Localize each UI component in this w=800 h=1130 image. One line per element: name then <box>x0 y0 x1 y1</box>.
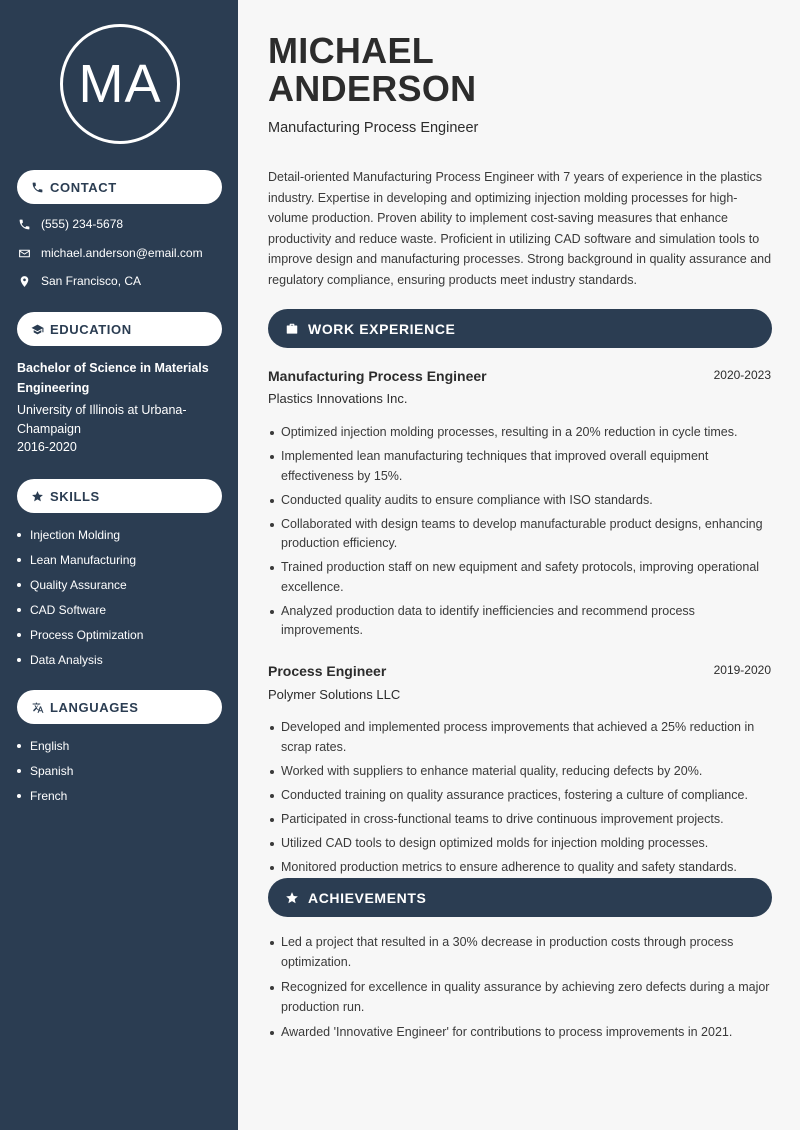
job-headline: Manufacturing Process Engineer <box>268 120 479 136</box>
job-bullets <box>268 718 772 877</box>
job-dates: 2020-2023 <box>713 368 771 382</box>
list-item: Led a project that resulted in a 30% decrease in production costs through process optimization. <box>268 933 772 972</box>
envelope-icon <box>17 246 31 260</box>
list-item: Process Optimization <box>17 622 143 647</box>
contact-email <box>17 246 203 260</box>
list-item: Monitored production metrics to ensure adherence to quality and safety standards. <box>268 858 772 878</box>
location-pin-icon <box>17 274 31 288</box>
company-name: Plastics Innovations Inc. <box>268 391 408 406</box>
list-item: Trained production staff on new equipment and safety protocols, improving operational excellence. <box>268 558 772 597</box>
monogram-avatar: MA <box>60 24 180 144</box>
degree: Bachelor of Science in Materials Engineering <box>17 361 209 395</box>
list-item: French <box>17 783 73 808</box>
contact-phone <box>17 217 123 231</box>
list-item: Implemented lean manufacturing techniques that improved overall equipment effectiveness by 15%. <box>268 447 772 486</box>
work-experience-heading <box>268 309 772 348</box>
full-name <box>268 32 476 108</box>
list-item: Analyzed production data to identify inefficiencies and recommend process improvements. <box>268 602 772 641</box>
education-years: 2016-2020 <box>17 440 77 454</box>
phone-text: (555) 234-5678 <box>41 217 124 231</box>
list-item: Quality Assurance <box>17 572 143 597</box>
list-item: Spanish <box>17 758 73 783</box>
list-item: Lean Manufacturing <box>17 547 143 572</box>
contact-heading <box>17 170 222 204</box>
list-item: Collaborated with design teams to develop manufacturable product designs, enhancing production efficiency. <box>268 515 772 554</box>
name-line-last: ANDERSON <box>268 68 477 109</box>
phone-icon <box>31 181 44 194</box>
job-bullets <box>268 423 772 641</box>
location-text: San Francisco, CA <box>41 274 142 288</box>
languages-list <box>17 733 73 808</box>
list-item: Data Analysis <box>17 647 143 672</box>
education-heading-label: EDUCATION <box>50 321 132 337</box>
education-heading <box>17 312 222 346</box>
school: University of Illinois at Urbana-Champaign <box>17 403 187 436</box>
list-item: CAD Software <box>17 597 143 622</box>
skills-heading-label: SKILLS <box>50 488 100 504</box>
briefcase-icon <box>284 321 299 336</box>
achievements-list <box>268 933 772 1043</box>
contact-location <box>17 274 141 288</box>
sidebar <box>0 0 238 1130</box>
education-entry <box>17 359 222 458</box>
job-dates: 2019-2020 <box>713 663 771 677</box>
list-item: Participated in cross-functional teams to drive continuous improvement projects. <box>268 810 772 830</box>
list-item: Worked with suppliers to enhance material quality, reducing defects by 20%. <box>268 762 772 782</box>
list-item: Utilized CAD tools to design optimized molds for injection molding processes. <box>268 834 772 854</box>
list-item: Awarded 'Innovative Engineer' for contributions to process improvements in 2021. <box>268 1023 772 1043</box>
company-name: Polymer Solutions LLC <box>268 687 401 702</box>
list-item: Optimized injection molding processes, resulting in a 20% reduction in cycle times. <box>268 423 772 443</box>
languages-heading-label: LANGUAGES <box>50 699 139 715</box>
list-item: Conducted training on quality assurance practices, fostering a culture of compliance. <box>268 786 772 806</box>
list-item: Injection Molding <box>17 522 143 547</box>
skills-heading <box>17 479 222 513</box>
graduation-cap-icon <box>31 323 44 336</box>
translate-icon <box>31 701 44 714</box>
work-experience-label: WORK EXPERIENCE <box>308 320 456 337</box>
name-line-first: MICHAEL <box>268 30 435 71</box>
phone-icon <box>17 217 31 231</box>
star-icon <box>284 890 299 905</box>
skills-list <box>17 522 143 672</box>
summary-paragraph: Detail-oriented Manufacturing Process Engineer with 7 years of experience in the plastics industry. Expertise in developing and optimizing injection molding processes for high-volume production. Proven ability to implement cost-saving measures that enhance productivity and reduce waste. Proficient in utilizing CAD software and simulation tools to improve design and manufacturing processes. Strong background in quality assurance and regulatory compliance, ensuring products meet industry standards. <box>268 170 772 287</box>
achievements-heading <box>268 878 772 917</box>
contact-heading-label: CONTACT <box>50 179 117 195</box>
star-icon <box>31 490 44 503</box>
job-title: Manufacturing Process Engineer <box>268 368 487 384</box>
languages-heading <box>17 690 222 724</box>
list-item: Developed and implemented process improvements that achieved a 25% reduction in scrap rates. <box>268 718 772 757</box>
list-item: Recognized for excellence in quality assurance by achieving zero defects during a major production run. <box>268 978 772 1017</box>
list-item: Conducted quality audits to ensure compliance with ISO standards. <box>268 491 772 511</box>
achievements-label: ACHIEVEMENTS <box>308 889 427 906</box>
list-item: English <box>17 733 73 758</box>
job-title: Process Engineer <box>268 663 387 679</box>
email-text: michael.anderson@email.com <box>41 246 203 260</box>
